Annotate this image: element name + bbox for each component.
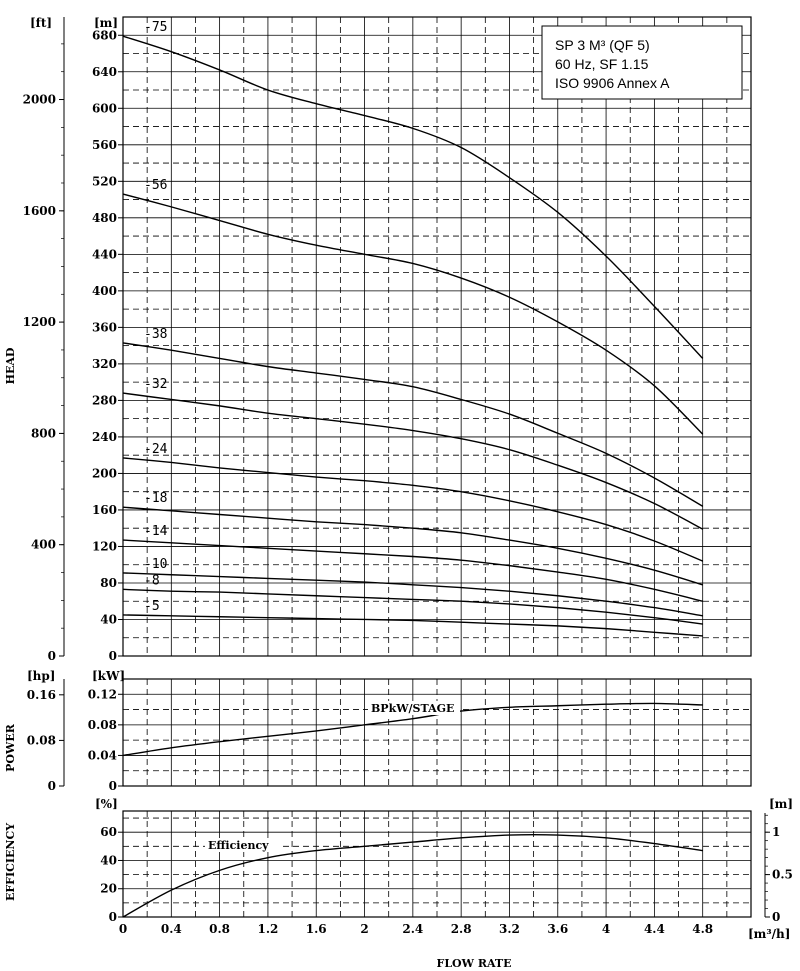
ft-tick-label: 800 <box>30 426 56 441</box>
m-right-tick-label: 0 <box>772 910 781 924</box>
head-y-tick-label: 680 <box>91 28 117 43</box>
power-annotation <box>368 701 460 715</box>
head-y-tick-label: 320 <box>91 356 117 371</box>
power-y-tick-label: 0 <box>108 779 117 793</box>
head-axis-title: HEAD <box>4 347 17 385</box>
head-y-tick-label: 280 <box>91 393 117 408</box>
head-y-tick-label: 120 <box>91 539 117 554</box>
head-y-tick-label: 360 <box>91 320 117 335</box>
svg-text:BPkW/STAGE: BPkW/STAGE <box>371 702 455 715</box>
head-y-tick-label: 240 <box>91 429 117 444</box>
head-y-tick-label: 600 <box>91 101 117 116</box>
head-y-tick-label: 480 <box>91 210 117 225</box>
head-y-tick-label: 0 <box>108 649 117 663</box>
x-tick-label: 1.2 <box>257 922 279 936</box>
ft-tick-label: 0 <box>47 649 56 663</box>
legend-box <box>542 26 742 99</box>
stage-label: -18 <box>144 491 168 507</box>
efficiency-y-tick-label: 40 <box>100 853 117 868</box>
legend-line-3: ISO 9906 Annex A <box>555 75 670 91</box>
x-tick-label: 1.6 <box>305 922 327 936</box>
ft-tick-label: 2000 <box>22 92 56 107</box>
efficiency-y-tick-label: 60 <box>100 825 117 840</box>
stage-label: -38 <box>144 326 168 342</box>
hp-tick-label: 0.16 <box>26 687 56 702</box>
stage-label: -8 <box>144 573 160 589</box>
legend-line-2: 60 Hz, SF 1.15 <box>555 56 649 72</box>
efficiency-axis-title: EFFICIENCY <box>4 822 17 902</box>
head-y-tick-label: 520 <box>91 174 117 189</box>
efficiency-y-tick-label: 20 <box>100 881 117 896</box>
unit-ft: [ft] <box>30 16 53 30</box>
head-y-tick-label: 400 <box>91 283 117 298</box>
m-right-tick-label: 1 <box>772 825 781 840</box>
head-y-tick-label: 160 <box>91 502 117 517</box>
x-tick-label: 2.8 <box>450 922 472 936</box>
x-tick-label: 2.4 <box>402 922 424 936</box>
efficiency-annotation <box>205 838 283 852</box>
legend-line-1: SP 3 M³ (QF 5) <box>555 37 650 53</box>
stage-label: -24 <box>144 441 168 457</box>
unit-m-right: [m] <box>769 797 794 811</box>
x-tick-label: 0.8 <box>209 922 231 936</box>
head-y-tick-label: 80 <box>100 575 117 590</box>
m-right-tick-label: 0.5 <box>772 867 793 882</box>
svg-text:Efficiency: Efficiency <box>208 839 269 852</box>
x-tick-label: 3.6 <box>547 922 569 936</box>
stage-label: -56 <box>144 178 168 194</box>
flow-axis-title: FLOW RATE <box>436 957 512 970</box>
x-tick-label: 4.4 <box>643 922 665 936</box>
ft-tick-label: 400 <box>30 537 56 552</box>
stage-label: -14 <box>144 524 168 540</box>
unit-m: [m] <box>94 16 119 30</box>
power-y-tick-label: 0.08 <box>87 717 117 732</box>
x-tick-label: 4.8 <box>692 922 714 936</box>
stage-label: -75 <box>144 20 168 36</box>
unit-pct: [%] <box>95 797 118 811</box>
x-tick-label: 2 <box>360 922 369 936</box>
stage-label: -10 <box>144 556 168 572</box>
tick-layer <box>23 0 793 936</box>
x-tick-label: 3.2 <box>499 922 520 936</box>
power-axis-title: POWER <box>4 724 17 772</box>
ft-tick-label: 1600 <box>22 203 56 218</box>
power-y-tick-label: 0.12 <box>87 687 117 702</box>
hp-tick-label: 0 <box>47 779 56 793</box>
head-y-tick-label: 560 <box>91 137 117 152</box>
x-tick-label: 4 <box>601 922 611 936</box>
head-y-tick-label: 40 <box>100 612 117 627</box>
stage-label: -32 <box>144 377 168 393</box>
x-tick-label: 0.4 <box>160 922 182 936</box>
power-y-tick-label: 0.04 <box>87 748 117 763</box>
head-y-tick-label: 640 <box>91 64 117 79</box>
x-tick-label: 0 <box>118 922 128 936</box>
hp-tick-label: 0.08 <box>26 733 56 748</box>
unit-kw: [kW] <box>92 669 126 683</box>
efficiency-y-tick-label: 0 <box>108 910 117 924</box>
head-y-tick-label: 200 <box>91 466 117 481</box>
head-y-tick-label: 440 <box>91 247 117 262</box>
unit-flow: [m³/h] <box>748 927 791 941</box>
ft-tick-label: 1200 <box>22 315 56 330</box>
stage-label: -5 <box>144 598 160 614</box>
unit-hp: [hp] <box>27 669 56 683</box>
